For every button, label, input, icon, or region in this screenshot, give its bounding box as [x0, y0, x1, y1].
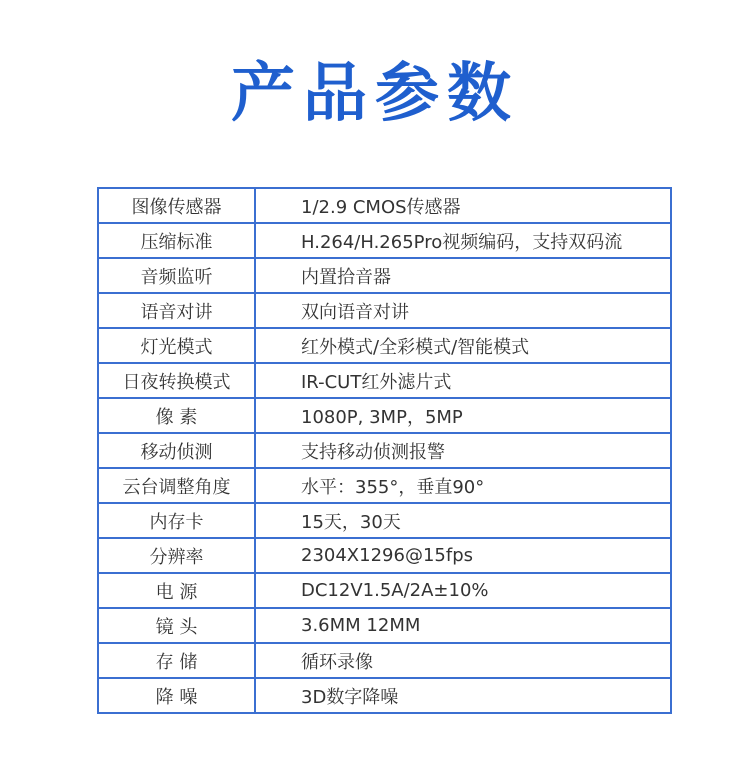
spec-row [98, 678, 671, 713]
spec-value: 1080P, 3MP，5MP [255, 398, 671, 433]
spec-label: 像 素 [98, 398, 255, 433]
spec-table [97, 187, 672, 714]
spec-label: 音频监听 [98, 258, 255, 293]
spec-row [98, 468, 671, 503]
spec-label: 分辨率 [98, 538, 255, 573]
page-title: 产品参数 [231, 57, 519, 131]
spec-label: 语音对讲 [98, 293, 255, 328]
spec-row [98, 503, 671, 538]
spec-row [98, 398, 671, 433]
spec-value: H.264/H.265Pro视频编码，支持双码流 [255, 223, 671, 258]
spec-value: 水平：355°，垂直90° [255, 468, 671, 503]
spec-value: IR-CUT红外滤片式 [255, 363, 671, 398]
spec-value: 3D数字降噪 [255, 678, 671, 713]
spec-label: 压缩标准 [98, 223, 255, 258]
spec-row [98, 363, 671, 398]
spec-row [98, 328, 671, 363]
spec-row [98, 293, 671, 328]
spec-value: 支持移动侦测报警 [255, 433, 671, 468]
spec-row [98, 573, 671, 608]
spec-table-body [98, 188, 671, 713]
spec-label: 内存卡 [98, 503, 255, 538]
spec-value: 内置拾音器 [255, 258, 671, 293]
spec-label: 云台调整角度 [98, 468, 255, 503]
spec-value: DC12V1.5A/2A±10% [255, 573, 671, 608]
spec-row [98, 258, 671, 293]
spec-value: 2304X1296@15fps [255, 538, 671, 573]
spec-row [98, 643, 671, 678]
spec-value: 双向语音对讲 [255, 293, 671, 328]
spec-row [98, 538, 671, 573]
spec-value: 1/2.9 CMOS传感器 [255, 188, 671, 223]
spec-label: 灯光模式 [98, 328, 255, 363]
spec-row [98, 188, 671, 223]
spec-label: 降 噪 [98, 678, 255, 713]
spec-row [98, 433, 671, 468]
spec-label: 图像传感器 [98, 188, 255, 223]
spec-row [98, 223, 671, 258]
spec-label: 移动侦测 [98, 433, 255, 468]
spec-value: 3.6MM 12MM [255, 608, 671, 643]
spec-value: 红外模式/全彩模式/智能模式 [255, 328, 671, 363]
spec-label: 镜 头 [98, 608, 255, 643]
spec-value: 循环录像 [255, 643, 671, 678]
spec-value: 15天，30天 [255, 503, 671, 538]
spec-row [98, 608, 671, 643]
spec-label: 电 源 [98, 573, 255, 608]
spec-label: 存 储 [98, 643, 255, 678]
spec-label: 日夜转换模式 [98, 363, 255, 398]
